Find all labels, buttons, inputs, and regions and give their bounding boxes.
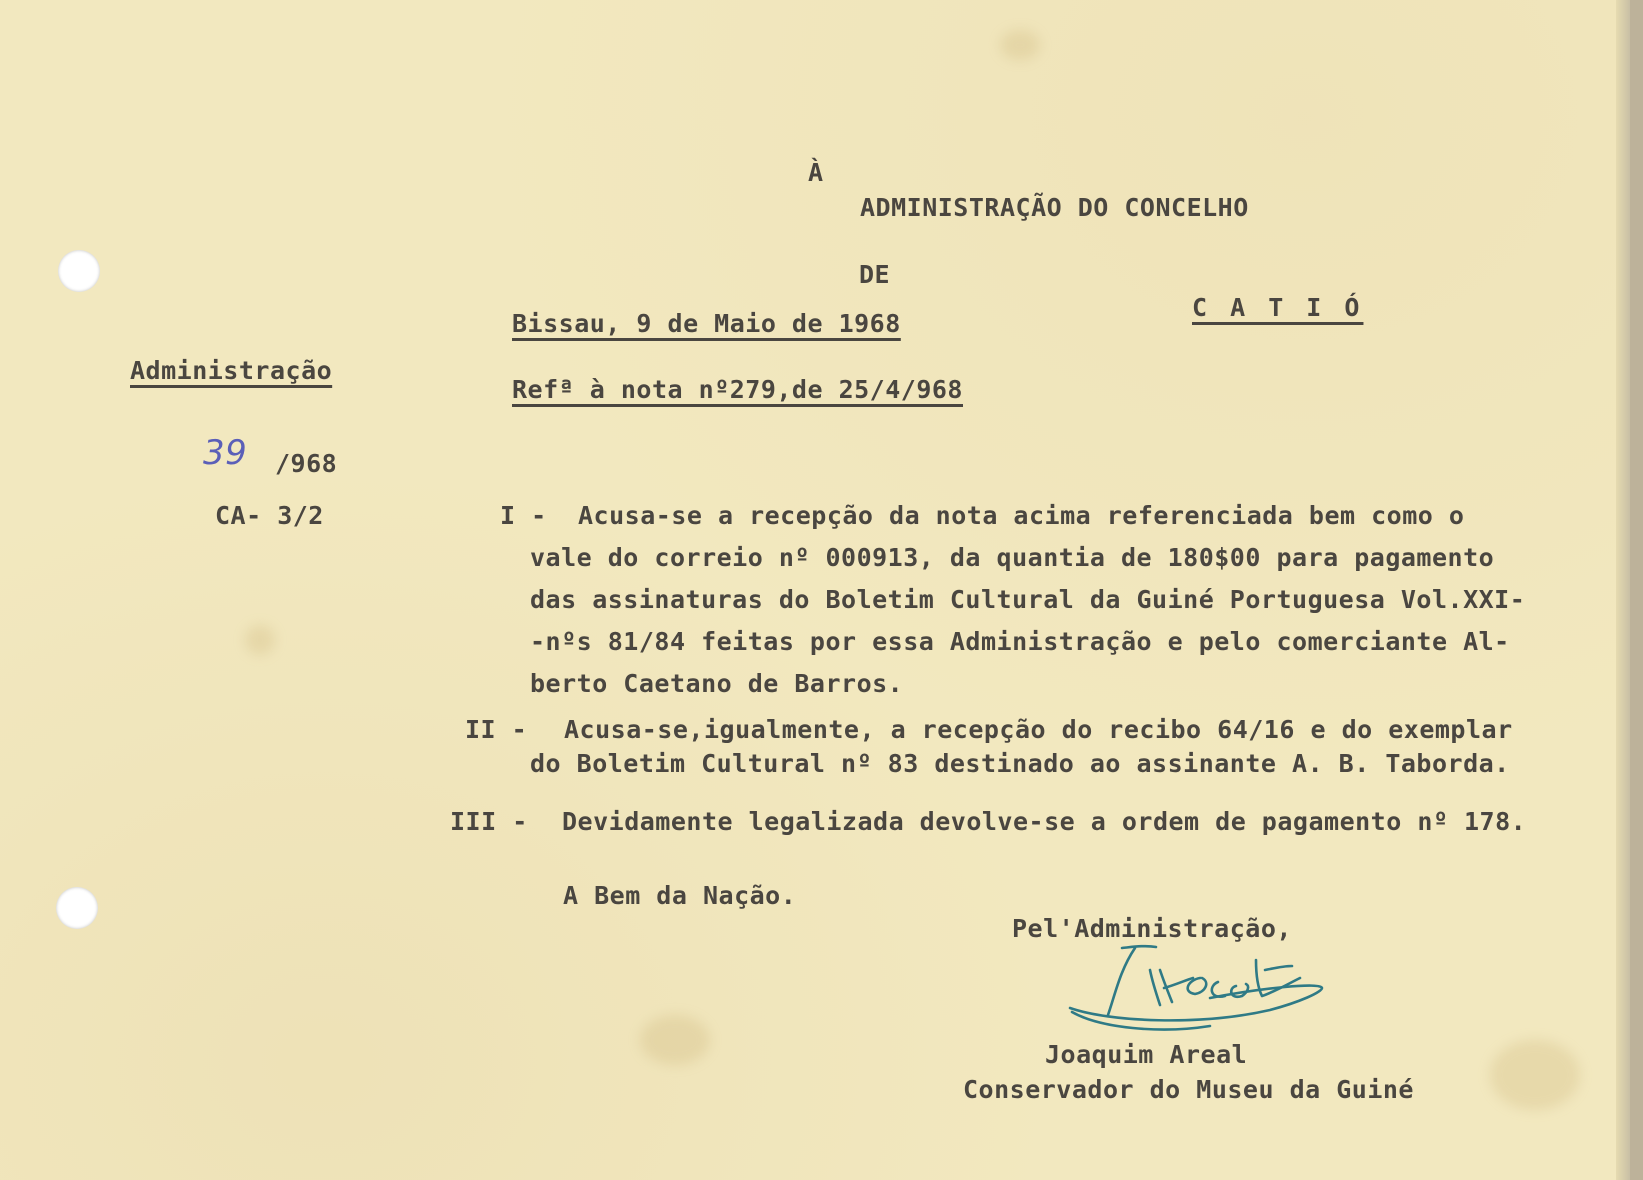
item-1 (500, 495, 1526, 705)
signature-pel: Pel'Administração, (1012, 914, 1292, 943)
item-2 (465, 713, 1513, 781)
addressee-line2: DE (859, 260, 891, 289)
item-1-line: vale do correio nº 000913, da quantia de 180$00 para pagamento (530, 543, 1495, 572)
paper-stain (245, 625, 275, 655)
item-3-numeral: III - (450, 807, 528, 836)
item-3-line: Devidamente legalizada devolve-se a ordem de pagamento nº 178. (562, 807, 1527, 836)
item-1-line: Acusa-se a recepção da nota acima referenciada bem como o (578, 501, 1465, 530)
sender-department: Administração (130, 356, 333, 385)
page-edge (1616, 0, 1630, 1180)
signer-name: Joaquim Areal (1045, 1040, 1248, 1069)
sender-file-code: CA- 3/2 (215, 501, 324, 530)
signer-title: Conservador do Museu da Guiné (963, 1075, 1414, 1104)
date-line: Bissau, 9 de Maio de 1968 (512, 309, 901, 338)
sender-number-suffix: /968 (275, 449, 338, 478)
paper-stain (640, 1015, 710, 1065)
punch-hole-bottom (56, 887, 98, 929)
closing-salutation: A Bem da Nação. (563, 881, 797, 910)
paper-stain (1000, 30, 1040, 60)
item-1-line: -nºs 81/84 feitas por essa Administração e pelo comerciante Al- (530, 627, 1510, 656)
sender-number-handwritten: 39 (203, 433, 248, 473)
item-1-numeral: I - (500, 501, 547, 530)
item-2-numeral: II - (465, 715, 528, 744)
handwritten-signature (1060, 930, 1340, 1040)
item-1-line: berto Caetano de Barros. (530, 669, 904, 698)
addressee-line1: ADMINISTRAÇÃO DO CONCELHO (860, 193, 1249, 222)
addressee-place: C A T I Ó (1192, 293, 1364, 322)
item-2-line: Acusa-se,igualmente, a recepção do recibo 64/16 e do exemplar (564, 715, 1513, 744)
punch-hole-top (58, 250, 100, 292)
item-3 (450, 801, 1527, 843)
item-2-line: do Boletim Cultural nº 83 destinado ao assinante A. B. Taborda. (530, 749, 1510, 778)
reference-line: Refª à nota nº279,de 25/4/968 (512, 375, 963, 404)
item-1-line: das assinaturas do Boletim Cultural da Guiné Portuguesa Vol.XXI- (530, 585, 1526, 614)
paper-stain (1490, 1040, 1580, 1110)
addressee-prefix: À (808, 158, 824, 187)
